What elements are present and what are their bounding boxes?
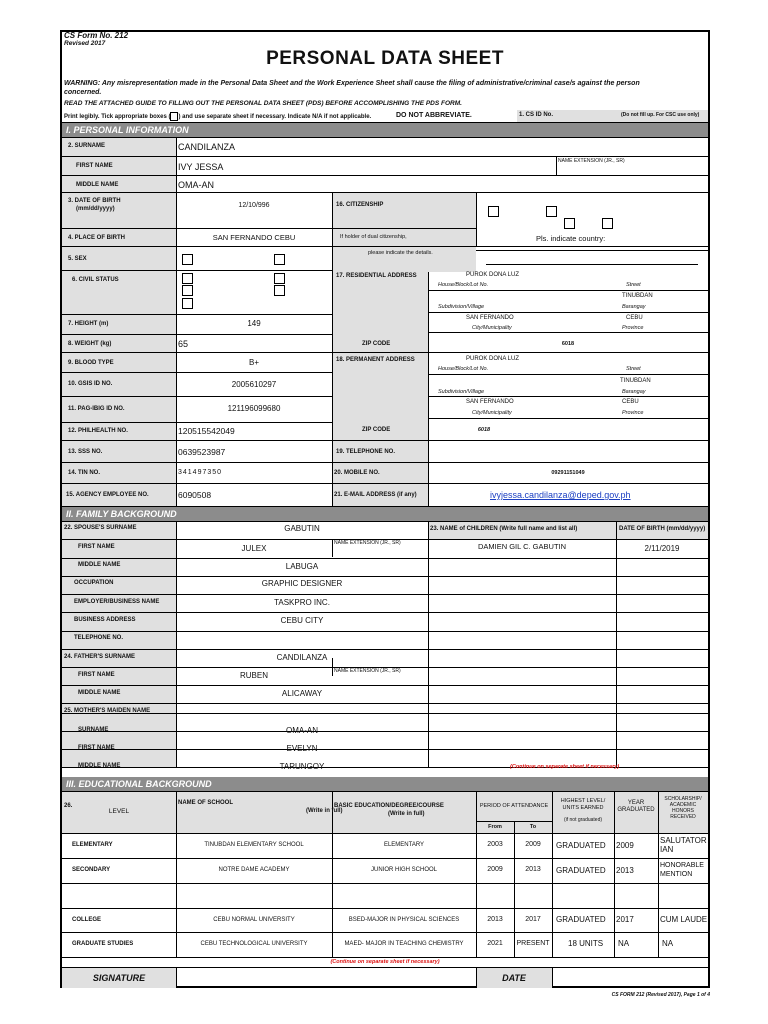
mother-middlename-label: MIDDLE NAME [78, 763, 121, 769]
telephone-label: 19. TELEPHONE NO. [336, 449, 396, 455]
warning-text: WARNING: Any misrepresentation made in the Personal Data Sheet and the Work Experience Sheet shall cause the filing of administrative/criminal case/s against the person concerned. [64, 80, 640, 96]
res-street-sub: Street [626, 282, 641, 288]
csid-label: 1. CS ID No. [519, 112, 554, 118]
email-label: 21. E-MAIL ADDRESS (if any) [334, 492, 417, 498]
signature-field[interactable] [178, 969, 474, 987]
tin-label: 14. TIN NO. [68, 470, 101, 476]
gsis-value[interactable]: 2005610297 [231, 380, 277, 389]
child-dob-label: DATE OF BIRTH (mm/dd/yyyy) [619, 526, 706, 532]
weight-label: 8. WEIGHT (kg) [68, 341, 112, 347]
page-title: PERSONAL DATA SHEET [266, 48, 504, 69]
pagibig-label: 11. PAG-IBIG ID NO. [68, 406, 125, 412]
education-row: GRADUATE STUDIES CEBU TECHNOLOGICAL UNIVERSITY MAED- MAJOR IN TEACHING CHEMISTRY 2021 PRESENT 18 UNITS NA NA [72, 939, 674, 948]
section-family-background: II. FAMILY BACKGROUND [62, 507, 708, 521]
perm-province[interactable]: CEBU [622, 399, 639, 405]
perm-city[interactable]: SAN FERNANDO [466, 399, 514, 405]
spouse-surname-value[interactable]: GABUTIN [284, 524, 320, 533]
units-header: HIGHEST LEVEL/ UNITS EARNED [560, 798, 606, 811]
permanent-address-label: 18. PERMANENT ADDRESS [336, 357, 415, 363]
father-middlename-value[interactable]: ALICAWAY [281, 689, 323, 698]
mother-middlename-value[interactable]: TARUNGOY [279, 762, 325, 771]
civil-widowed-checkbox[interactable] [182, 285, 193, 296]
employer-label: EMPLOYER/BUSINESS NAME [74, 599, 160, 605]
from-header: From [488, 824, 502, 830]
honors-header: SCHOLARSHIP/ ACADEMIC HONORS RECEIVED [664, 796, 702, 820]
agency-no-value[interactable]: 6090508 [178, 490, 212, 500]
family-continue-note: (Continue on separate sheet if necessary) [510, 764, 620, 770]
education-row [62, 883, 708, 908]
height-label: 7. HEIGHT (m) [68, 321, 109, 327]
year-header: YEAR GRADUATED [617, 800, 655, 813]
civil-separated-checkbox[interactable] [274, 285, 285, 296]
child-name-value[interactable]: DAMIEN GIL C. GABUTIN [477, 542, 567, 551]
civil-married-checkbox[interactable] [274, 273, 285, 284]
res-city[interactable]: SAN FERNANDO [466, 315, 514, 321]
csid-note: (Do not fill up. For CSC use only) [621, 112, 700, 118]
res-city-sub: City/Municipality [472, 325, 512, 331]
spouse-middlename-value[interactable]: LABUGA [285, 562, 319, 571]
sex-label: 5. SEX [68, 256, 87, 262]
residential-address-label: 17. RESIDENTIAL ADDRESS [336, 273, 417, 279]
citizenship-dual-checkbox[interactable] [546, 206, 557, 217]
res-subdiv-sub: Subdivision/Village [438, 304, 485, 310]
middlename-label: MIDDLE NAME [76, 182, 119, 188]
res-province[interactable]: CEBU [626, 315, 643, 321]
pds-form [60, 30, 710, 988]
sss-label: 13. SSS NO. [68, 449, 103, 455]
course-header-sub: (Write in full) [388, 811, 425, 817]
spouse-telephone-label: TELEPHONE NO. [74, 635, 124, 641]
tin-value[interactable]: 341497350 [178, 469, 223, 476]
perm-zip-value[interactable]: 6018 [477, 427, 491, 433]
mother-surname-label: SURNAME [78, 727, 109, 733]
mother-surname-value[interactable]: OMA-AN [286, 726, 318, 735]
pob-label: 4. PLACE OF BIRTH [68, 235, 126, 241]
units-header-sub: (if not graduated) [563, 817, 603, 823]
spouse-middlename-label: MIDDLE NAME [78, 562, 121, 568]
school-header-sub: (Write in full) [306, 808, 343, 814]
mother-firstname-value[interactable]: EVELYN [286, 744, 318, 753]
civil-other-checkbox[interactable] [182, 298, 193, 309]
zip-label-res: ZIP CODE [362, 341, 391, 347]
firstname-label: FIRST NAME [76, 163, 113, 169]
perm-subdiv-sub: Subdivision/Village [438, 389, 485, 395]
father-firstname-label: FIRST NAME [78, 672, 115, 678]
section-educational-background: III. EDUCATIONAL BACKGROUND [62, 777, 708, 791]
dual-citizenship-note: If holder of dual citizenship, [340, 234, 407, 240]
father-surname-label: 24. FATHER'S SURNAME [64, 654, 135, 660]
email-link[interactable]: ivyjessa.candilanza@deped.gov.ph [490, 490, 631, 500]
dob-value[interactable]: 12/10/996 [238, 202, 270, 209]
perm-brgy-sub: Barangay [622, 389, 646, 395]
mother-firstname-label: FIRST NAME [78, 745, 115, 751]
date-field[interactable] [554, 969, 706, 987]
form-number: CS Form No. 212 [64, 31, 129, 40]
guide-text: READ THE ATTACHED GUIDE TO FILLING OUT THE PERSONAL DATA SHEET (PDS) BEFORE ACCOMPLISHING THE PDS FORM. [64, 100, 462, 107]
mobile-label: 20. MOBILE NO. [334, 470, 380, 476]
child-dob-value[interactable]: 2/11/2019 [644, 544, 680, 553]
firstname-value[interactable]: IVY JESSA [178, 162, 224, 172]
mobile-value[interactable]: 09291151049 [551, 470, 585, 476]
philhealth-label: 12. PHILHEALTH NO. [68, 428, 128, 434]
spouse-name-ext-label: NAME EXTENSION (JR., SR) [334, 540, 401, 546]
blood-type-label: 9. BLOOD TYPE [68, 360, 114, 366]
father-name-ext-label: NAME EXTENSION (JR., SR) [334, 668, 401, 674]
period-header: PERIOD OF ATTENDANCE [479, 803, 549, 809]
perm-city-sub: City/Municipality [472, 410, 512, 416]
form-footer: CS FORM 212 (Revised 2017), Page 1 of 4 [611, 992, 710, 998]
father-middlename-label: MIDDLE NAME [78, 690, 121, 696]
education-number: 26. [64, 803, 73, 809]
perm-street-sub: Street [626, 366, 641, 372]
weight-value[interactable]: 65 [178, 339, 189, 349]
print-note: Print legibly. Tick appropriate boxes ( ) and use separate sheet if necessary. Indicate N/A if not applicable. [64, 112, 371, 121]
res-prov-sub: Province [622, 325, 644, 331]
name-extension-label: NAME EXTENSION (JR., SR) [558, 158, 625, 164]
employer-value[interactable]: TASKPRO INC. [274, 598, 330, 607]
philhealth-value[interactable]: 120515542049 [178, 426, 235, 436]
school-header: NAME OF SCHOOL [178, 800, 233, 806]
business-address-value[interactable]: CEBU CITY [280, 616, 324, 625]
zip-label-perm: ZIP CODE [362, 427, 391, 433]
education-row: COLLEGE CEBU NORMAL UNIVERSITY BSED-MAJOR IN PHYSICAL SCIENCES 2013 2017 GRADUATED 2017 CUM LAUDE [72, 915, 708, 924]
middlename-value[interactable]: OMA-AN [178, 180, 214, 190]
abbrev-note: DO NOT ABBREVIATE. [396, 112, 472, 119]
citizenship-filipino-checkbox[interactable] [488, 206, 499, 217]
course-header: BASIC EDUCATION/DEGREE/COURSE [334, 803, 444, 809]
perm-house-sub: House/Block/Lot No. [438, 366, 489, 372]
dob-format-label: (mm/dd/yyyy) [76, 206, 115, 212]
children-label: 23. NAME of CHILDREN (Write full name and list all) [430, 526, 578, 532]
to-header: To [529, 824, 537, 830]
sex-male-checkbox[interactable] [182, 254, 193, 265]
education-continue-note: (Continue on separate sheet if necessary) [330, 959, 440, 965]
spouse-firstname-value[interactable]: JULEX [241, 544, 267, 553]
education-row: ELEMENTARY TINUBDAN ELEMENTARY SCHOOL ELEMENTARY 2003 2009 GRADUATED 2009 SALUTATORIAN [72, 836, 707, 854]
surname-label: 2. SURNAME [68, 143, 106, 149]
spouse-firstname-label: FIRST NAME [78, 544, 115, 550]
mother-maiden-label: 25. MOTHER'S MAIDEN NAME [64, 708, 151, 714]
form-revision: Revised 2017 [64, 40, 106, 47]
sss-value[interactable]: 0639523987 [178, 447, 226, 457]
signature-label: SIGNATURE [92, 973, 146, 983]
citizenship-label: 16. CITIZENSHIP [336, 202, 384, 208]
occupation-label: OCCUPATION [74, 580, 114, 586]
section-personal-info: I. PERSONAL INFORMATION [62, 123, 708, 137]
height-value[interactable]: 149 [247, 319, 261, 328]
pob-value[interactable]: SAN FERNANDO CEBU [212, 233, 296, 242]
business-address-label: BUSINESS ADDRESS [74, 617, 136, 623]
surname-value[interactable]: CANDILANZA [178, 142, 236, 152]
dual-citizenship-note-2: please indicate the details. [368, 250, 433, 256]
country-dropdown[interactable] [486, 250, 698, 265]
occupation-value[interactable]: GRAPHIC DESIGNER [261, 579, 343, 588]
dual-by-birth-checkbox[interactable] [564, 218, 575, 229]
perm-prov-sub: Province [622, 410, 644, 416]
date-label: DATE [502, 973, 526, 983]
gsis-label: 10. GSIS ID NO. [68, 381, 113, 387]
res-zip-value[interactable]: 6018 [561, 341, 575, 347]
res-barangay[interactable]: TINUBDAN [622, 293, 653, 299]
perm-house[interactable]: PUROK DONA LUZ [466, 356, 520, 362]
perm-barangay[interactable]: TINUBDAN [620, 378, 651, 384]
dob-label: 3. DATE OF BIRTH [68, 198, 121, 204]
education-row: SECONDARY NOTRE DAME ACADEMY JUNIOR HIGH SCHOOL 2009 2013 GRADUATED 2013 HONORABLE MENTION [72, 862, 704, 878]
spouse-surname-label: 22. SPOUSE'S SURNAME [64, 525, 137, 531]
civil-status-label: 6. CIVIL STATUS [72, 277, 119, 283]
father-firstname-value[interactable]: RUBEN [239, 671, 268, 680]
pagibig-value[interactable]: 121196099680 [227, 404, 281, 413]
dual-by-naturalization-checkbox[interactable] [602, 218, 613, 229]
sex-female-checkbox[interactable] [274, 254, 285, 265]
agency-no-label: 15. AGENCY EMPLOYEE NO. [66, 492, 149, 498]
civil-single-checkbox[interactable] [182, 273, 193, 284]
education-level-header: LEVEL [108, 808, 130, 815]
father-surname-value[interactable]: CANDILANZA [276, 653, 328, 662]
blood-type-value[interactable]: B+ [248, 358, 259, 367]
country-note: Pls. indicate country: [536, 234, 606, 243]
res-house[interactable]: PUROK DONA LUZ [466, 272, 520, 278]
res-house-sub: House/Block/Lot No. [438, 282, 489, 288]
res-brgy-sub: Barangay [622, 304, 646, 310]
